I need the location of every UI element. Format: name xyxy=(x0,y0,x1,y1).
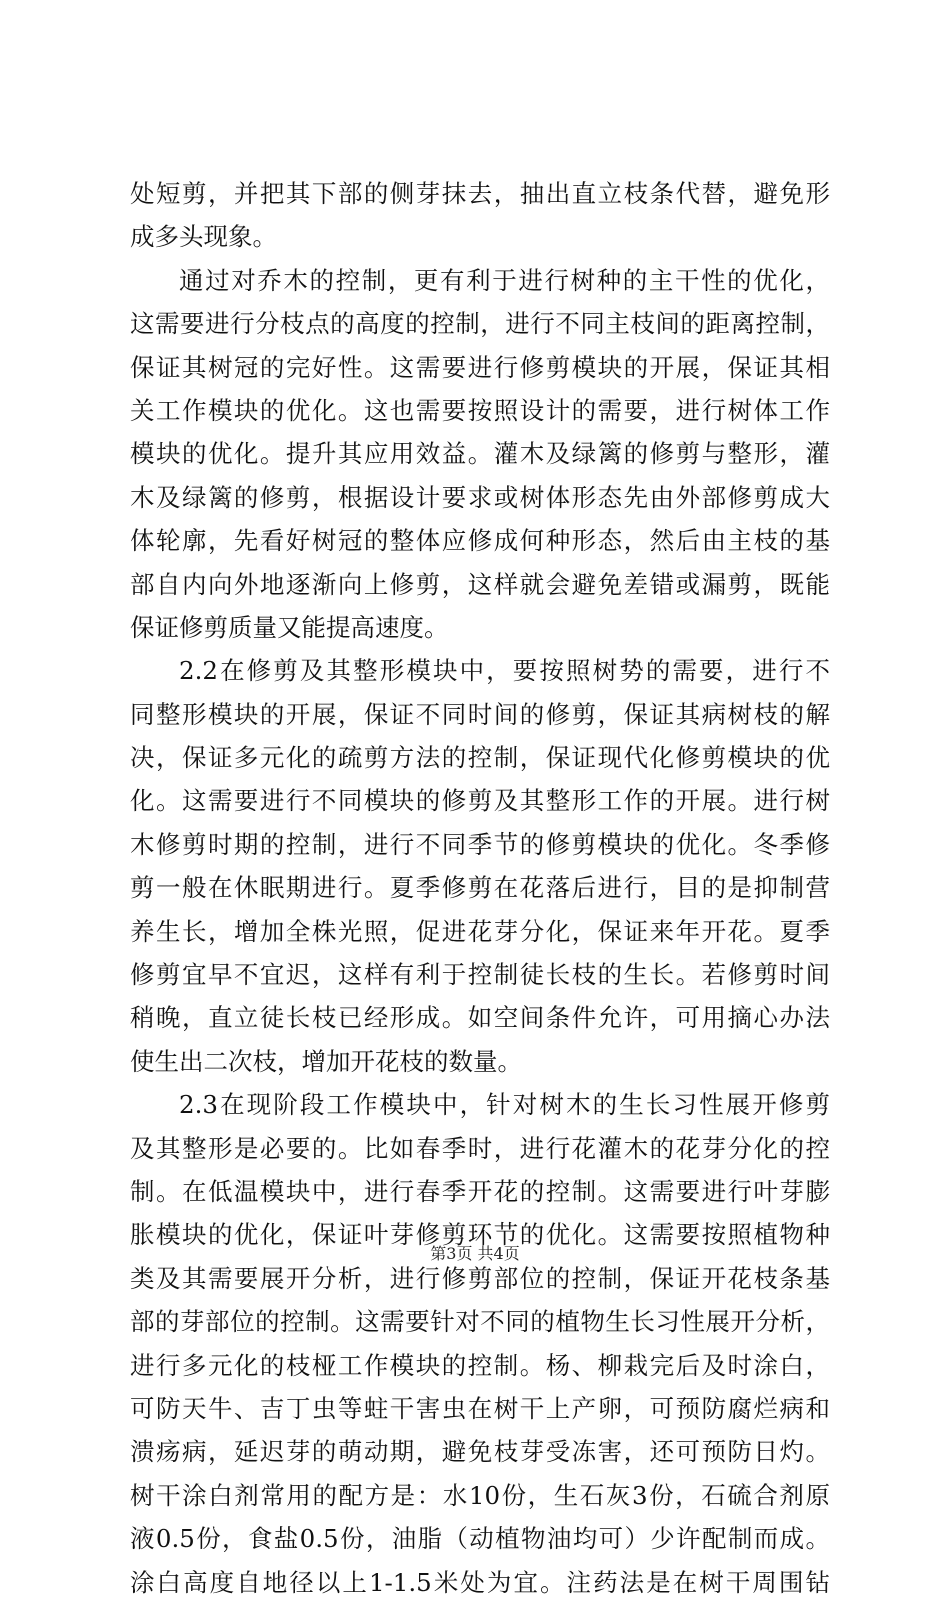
text-line: 化。这需要进行不同模块的修剪及其整形工作的开展。进行树 xyxy=(130,786,830,816)
text-line: 进行多元化的枝桠工作模块的控制。杨、柳栽完后及时涂白， xyxy=(130,1350,830,1380)
text-line: 木及绿篱的修剪，根据设计要求或树体形态先由外部修剪成大 xyxy=(130,482,830,512)
text-line: 体轮廓，先看好树冠的整体应修成何种形态，然后由主枝的基 xyxy=(130,526,830,556)
body-text xyxy=(130,172,830,1604)
text-line: 决，保证多元化的疏剪方法的控制，保证现代化修剪模块的优 xyxy=(130,743,830,773)
text-line: 稍晚，直立徒长枝已经形成。如空间条件允许，可用摘心办法 xyxy=(130,1003,830,1033)
text-line: 树干涂白剂常用的配方是：水10份，生石灰3份，石硫合剂原 xyxy=(130,1480,830,1510)
text-line: 剪一般在休眠期进行。夏季修剪在花落后进行，目的是抑制营 xyxy=(130,873,830,903)
page-footer: 第3页 共4页 xyxy=(430,1244,520,1263)
text-line: 成多头现象。 xyxy=(130,222,277,252)
text-line: 修剪宜早不宜迟，这样有利于控制徒长枝的生长。若修剪时间 xyxy=(130,960,830,990)
text-line: 制。在低温模块中，进行春季开花的控制。这需要进行叶芽膨 xyxy=(130,1176,830,1206)
text-line: 类及其需要展开分析，进行修剪部位的控制，保证开花枝条基 xyxy=(130,1263,830,1293)
text-line: 2.3在现阶段工作模块中，针对树木的生长习性展开修剪 xyxy=(179,1090,830,1120)
text-line: 处短剪，并把其下部的侧芽抹去，抽出直立枝条代替，避免形 xyxy=(130,179,830,208)
text-line: 及其整形是必要的。比如春季时，进行花灌木的花芽分化的控 xyxy=(130,1133,830,1163)
text-line: 使生出二次枝，增加开花枝的数量。 xyxy=(130,1046,522,1076)
text-line: 2.2在修剪及其整形模块中，要按照树势的需要，进行不 xyxy=(179,656,830,686)
text-line: 模块的优化。提升其应用效益。灌木及绿篱的修剪与整形，灌 xyxy=(130,439,830,469)
text-line: 养生长，增加全株光照，促进花芽分化，保证来年开花。夏季 xyxy=(130,916,830,946)
text-line: 液0.5份，食盐0.5份，油脂（动植物油均可）少许配制而成。 xyxy=(130,1524,830,1554)
text-line: 涂白高度自地径以上1-1.5米处为宜。注药法是在树干周围钻 xyxy=(130,1567,830,1597)
text-line: 保证其树冠的完好性。这需要进行修剪模块的开展，保证其相 xyxy=(130,352,830,382)
text-line: 这需要进行分枝点的高度的控制，进行不同主枝间的距离控制， xyxy=(130,309,830,339)
text-line: 同整形模块的开展，保证不同时间的修剪，保证其病树枝的解 xyxy=(130,699,830,729)
text-line: 胀模块的优化，保证叶芽修剪环节的优化。这需要按照植物种 xyxy=(130,1220,830,1250)
text-line: 可防天牛、吉丁虫等蛀干害虫在树干上产卵，可预防腐烂病和 xyxy=(130,1393,830,1423)
text-line: 通过对乔木的控制，更有利于进行树种的主干性的优化， xyxy=(179,265,830,295)
text-line: 部自内向外地逐渐向上修剪，这样就会避免差错或漏剪，既能 xyxy=(130,569,830,599)
text-line: 部的芽部位的控制。这需要针对不同的植物生长习性展开分析， xyxy=(130,1307,830,1337)
text-line: 关工作模块的优化。这也需要按照设计的需要，进行树体工作 xyxy=(130,395,830,425)
text-line: 保证修剪质量又能提高速度。 xyxy=(130,612,449,642)
text-line: 木修剪时期的控制，进行不同季节的修剪模块的优化。冬季修 xyxy=(130,829,830,859)
text-line: 溃疡病，延迟芽的萌动期，避免枝芽受冻害，还可预防日灼。 xyxy=(130,1437,830,1467)
